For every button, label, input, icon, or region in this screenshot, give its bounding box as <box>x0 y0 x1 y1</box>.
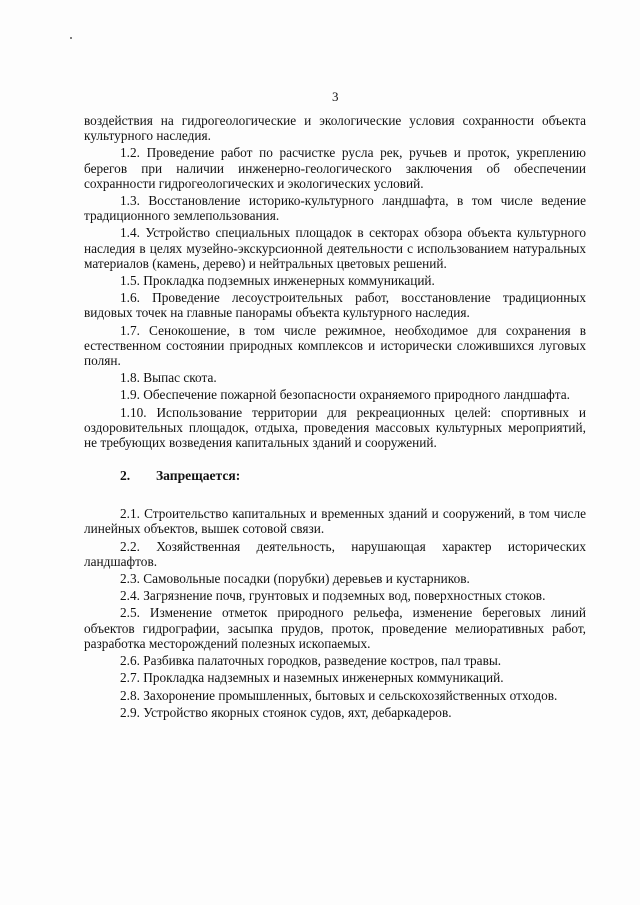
section-heading <box>120 468 586 484</box>
paragraph-2-3: 2.3. Самовольные посадки (порубки) деревьев и кустарников. <box>120 571 470 587</box>
paragraph-1-7: 1.7. Сенокошение, в том числе режимное, необходимое для сохранения в естественном состоянии природных комплексов и исторически сложившихся луговых полян. <box>84 322 586 369</box>
paragraph-2-4: 2.4. Загрязнение почв, грунтовых и подземных вод, поверхностных стоков. <box>120 588 546 604</box>
paragraph-2-8: 2.8. Захоронение промышленных, бытовых и сельскохозяйственных отходов. <box>120 687 558 703</box>
paragraph-2-2: 2.2. Хозяйственная деятельность, нарушающая характер исторических ландшафтов. <box>84 538 586 569</box>
scan-speck <box>70 37 72 39</box>
paragraph-1-8: 1.8. Выпас скота. <box>120 370 217 386</box>
document-body <box>84 113 586 722</box>
paragraph-2-1: 2.1. Строительство капитальных и временных зданий и сооружений, в том числе линейных объектов, вышек сотовой связи. <box>84 506 586 537</box>
paragraph-1-6: 1.6. Проведение лесоустроительных работ, восстановление традиционных видовых точек на главные панорамы объекта культурного наследия. <box>84 290 586 321</box>
paragraph-1-2: 1.2. Проведение работ по расчистке русла рек, ручьев и проток, укреплению берегов при наличии инженерно-геологического заключения об обеспечении сохранности гидрогеологических и экологических условий. <box>84 145 586 191</box>
paragraph-2-7: 2.7. Прокладка надземных и наземных инженерных коммуникаций. <box>120 670 504 686</box>
paragraph-2-9: 2.9. Устройство якорных стоянок судов, яхт, дебаркадеров. <box>120 704 452 720</box>
paragraph-1-9: 1.9. Обеспечение пожарной безопасности охраняемого природного ландшафта. <box>120 387 570 403</box>
paragraph-1-10: 1.10. Использование территории для рекреационных целей: спортивных и оздоровительных площадок, отдыха, проведения массовых культурных мероприятий, не требующих возведения капитальных зданий и сооружений. <box>84 404 586 451</box>
section-title: Запрещается: <box>156 468 241 484</box>
paragraph-1-5: 1.5. Прокладка подземных инженерных коммуникаций. <box>120 273 435 289</box>
paragraph-continuation: воздействия на гидрогеологические и экологические условия сохранности объекта культурного наследия. <box>84 113 586 144</box>
paragraph-1-3: 1.3. Восстановление историко-культурного ландшафта, в том числе ведение традиционного землепользования. <box>84 193 586 224</box>
paragraph-2-6: 2.6. Разбивка палаточных городков, разведение костров, пал травы. <box>120 653 502 669</box>
paragraph-2-5: 2.5. Изменение отметок природного рельефа, изменение береговых линий объектов гидрографии, засыпка прудов, проток, проведение мелиоративных работ, разработка месторождений полезных ископаемых. <box>84 605 586 651</box>
page-number: 3 <box>332 89 339 104</box>
section-number: 2. <box>120 468 131 484</box>
paragraph-1-4: 1.4. Устройство специальных площадок в секторах обзора объекта культурного наследия в целях музейно-экскурсионной деятельности с использованием натуральных материалов (камень, дерево) и нейтральных цветовых решений. <box>84 225 586 271</box>
